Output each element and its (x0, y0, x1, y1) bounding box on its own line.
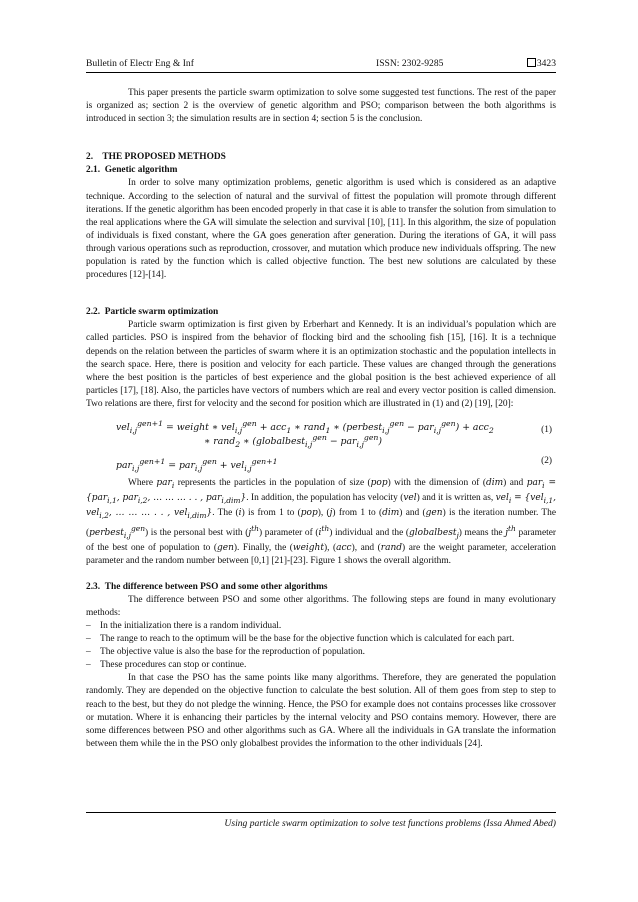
subsection-heading-pso: 2.2. Particle swarm optimization (86, 307, 219, 318)
equation-2: par$_{i,j}^{gen+1}$ = par$_{i,j}^{gen}$ + vel$_{i,j}^{gen+1}$ (2) (116, 455, 552, 473)
running-footer: Using particle swarm optimization to solve test functions problems (Issa Ahmed Abed) (86, 812, 556, 829)
steps-list (86, 620, 556, 672)
intro-paragraph: This paper presents the particle swarm optimization to solve some suggested test functions. The rest of the paper is organized as; section 2 is the overview of genetic algorithm and PSO; comparison between the both algorithms is introduced in section 3; the simulation results are in section 4; section 5 is the conclusion. (86, 88, 556, 125)
subsection-heading-genetic: 2.1. Genetic algorithm (86, 165, 178, 176)
list-item: – These procedures can stop or continue. (86, 660, 247, 671)
equation-number: (1) (541, 424, 552, 435)
difference-paragraph: The difference between PSO and some other algorithms. The following steps are found in many evolutionary methods: (86, 594, 556, 618)
equation-number: (2) (541, 455, 552, 466)
equation-1: vel$_{i,j}^{gen+1}$ = weight ∗ vel$_{i,j}^{gen}$ + acc$_1$ ∗ rand$_1$ ∗ (perbest$_{i,j}^{gen}$ − par$_{i,j}^{gen}$) + acc$_2$ ∗ rand$_2$ ∗ (globalbest$_{i,j}^{gen}$ − par$_{i,j}^{gen}$) (1) (116, 418, 552, 449)
running-header (86, 56, 556, 73)
issn: ISSN: 2302-9285 (376, 58, 444, 69)
list-item: – The objective value is also the base for the reproduction of population. (86, 647, 366, 658)
where-paragraph: Where par$_i$ represents the particles in the population of size (pop) with the dimension of (dim) and par$_i$ = {par$_{i,1}$, par$_{i,2}$, … … … . . , par$_{i,dim}$}. In addition, the population has velocity (vel) and it is written as, vel$_i$ = {vel$_{i,1}$, vel$_{i,2}$, … … … . . , vel$_{i,dim}$}. The (i) is from 1 to (pop), (j) from 1 to (dim) and (gen) is the iteration number. The (perbest$_{i,j}^{gen}$) is the personal best with $(j^{th})$ parameter of $(i^{th})$ individual and the (globalbest$_j$) means the $j^{th}$ parameter of the best one of population to (gen). Finally, the (weight), (acc), and (rand) are the weight parameter, acceleration parameter and the random number between [0,1] [21]-[23]. Figure 1 shows the overall algorithm. (86, 477, 557, 566)
pso-paragraph: Particle swarm optimization is first given by Erberhart and Kennedy. It is an individual’s population which are called particles. PSO is inspired from the behavior of flocking bird and the schooling fish [15], [16]. It is a technique depends on the relation between the particles of swarm where it is an optimization stochastic and the population intellects in the search space. Here, there is position and velocity for each particle. These values are changed through the generations where the best position is the particles of best experience and the global position is the best achieved experience of all particles [17], [18]. Also, the particles have vectors of numbers which are real and every vector position is called dimension. Two relations are there, first for velocity and the second for position which are illustrated in (1) and (2) [19], [20]: (86, 320, 556, 409)
article-body (86, 87, 556, 751)
subsection-heading-difference: 2.3. The difference between PSO and some other algorithms (86, 581, 328, 592)
list-item: – In the initialization there is a random individual. (86, 621, 282, 631)
comparison-paragraph: In that case the PSO has the same points like many algorithms. Therefore, they are generated the population randomly. They are depended on the objective function to calculate the best solution. All of them goes from step to step to reach to the best, but they do not pledge the winning. Hence, the PSO for example does not contains processes like crossover or mutation. Where it is enhancing their particles by the internal velocity and PSO contains memory. However, there are some differences between PSO and other algorithms such as GA. Where all the individuals in GA translate the information between them while the in the PSO only globalbest provides the information to the other individuals [24]. (86, 673, 556, 749)
journal-name: Bulletin of Electr Eng & Inf (86, 58, 194, 69)
genetic-paragraph: In order to solve many optimization problems, genetic algorithm is used which is considered as an adaptive technique. According to the selection of natural and the survival of fittest the population will promote through different iterations. If the genetic algorithm has been encoded properly in that case it is able to transfer the solution from simulation to the real applications where the GA will simulate the selection and survival [10], [11]. In this algorithm, the size of population of individuals is fixed constant, where the GA goes generation after generation. During the iterations of GA, it will pass through various operations such as reproduction, crossover, and mutation which produce new individuals offspring. The new population is rated by the function which is called objective function. The best new solutions are calculated by these procedures [12]-[14]. (86, 178, 556, 281)
square-icon (527, 58, 536, 67)
list-item: – The range to reach to the optimum will be the base for the objective function which is calculated for each part. (86, 634, 515, 645)
section-heading: 2. THE PROPOSED METHODS (86, 152, 226, 163)
page-number: 3423 (527, 58, 556, 69)
